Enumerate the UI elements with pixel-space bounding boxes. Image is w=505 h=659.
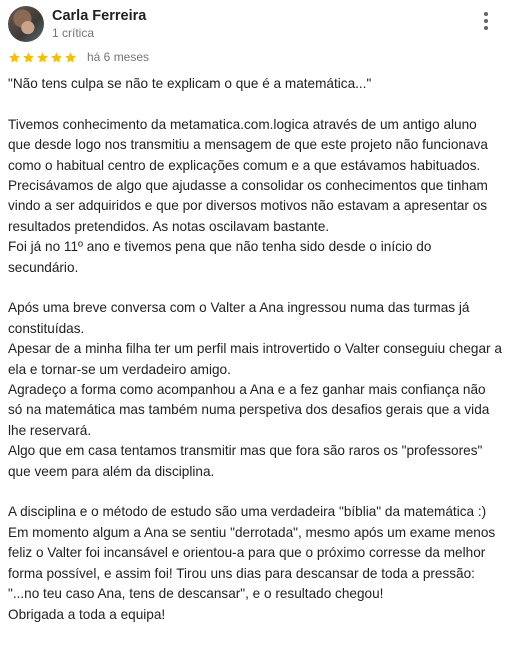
star-icon — [8, 51, 21, 64]
rating-row — [8, 48, 149, 66]
review-paragraph: Foi já no 11º ano e tivemos pena que não tenha sido desde o início do secundário. — [8, 239, 432, 275]
review-paragraph: Em momento algum a Ana se sentiu "derrotada", mesmo após um exame menos feliz o Valter foi incansável e orientou-a para que o próximo corresse da melhor forma possível, e assim foi! Tirou uns dias para descansar de toda a pressão: "...no teu caso Ana, tens de descansar", e o resultado chegou! — [8, 524, 496, 602]
review-paragraph: A disciplina e o método de estudo são uma verdadeira "bíblia" da matemática :) — [8, 504, 487, 520]
review-time: há 6 meses — [87, 50, 150, 64]
star-icon — [36, 51, 49, 64]
review-paragraph: Tivemos conhecimento da metamatica.com.logica através de um antigo aluno que desde logo nos transmitiu a mensagem de que este projeto não funcionava como o habitual centro de explicações comum e a que estávamos habituados. — [8, 116, 488, 173]
star-icon — [50, 51, 63, 64]
avatar[interactable] — [8, 6, 44, 42]
paragraph-gap — [8, 482, 502, 502]
more-vert-icon[interactable] — [478, 10, 494, 34]
paragraph-gap — [8, 94, 502, 114]
review-paragraph: "Não tens culpa se não te explicam o que é a matemática..." — [8, 76, 372, 91]
review-header — [8, 6, 498, 42]
star-rating — [8, 51, 78, 64]
review-paragraph: Precisávamos de algo que ajudasse a consolidar os conhecimentos que tinham vindo a ser adquiridos e que por diversos motivos não estavam a apresentar os resultados pretendidos. As notas oscilavam bastante. — [8, 178, 488, 234]
review-paragraph: Obrigada a toda a equipa! — [8, 606, 166, 622]
star-icon — [64, 51, 77, 64]
author-review-count[interactable]: 1 crítica — [52, 26, 95, 40]
review-paragraph: Apesar de a minha filha ter um perfil mais introvertido o Valter conseguiu chegar a ela e tornar-se um verdadeiro amigo. — [8, 341, 502, 377]
review-paragraph: Após uma breve conversa com o Valter a Ana ingressou numa das turmas já constituídas. — [8, 300, 470, 336]
review-text — [8, 74, 502, 625]
review-paragraph: Algo que em casa tentamos transmitir mas que fora são raros os "professores" que veem para além da disciplina. — [8, 443, 483, 479]
star-icon — [22, 51, 35, 64]
paragraph-gap — [8, 278, 502, 298]
author-name[interactable]: Carla Ferreira — [52, 8, 147, 24]
review-paragraph: Agradeço a forma como acompanhou a Ana e a fez ganhar mais confiança não só na matemática mas também numa perspetiva dos desafios gerais que a vida lhe reservará. — [8, 382, 490, 438]
